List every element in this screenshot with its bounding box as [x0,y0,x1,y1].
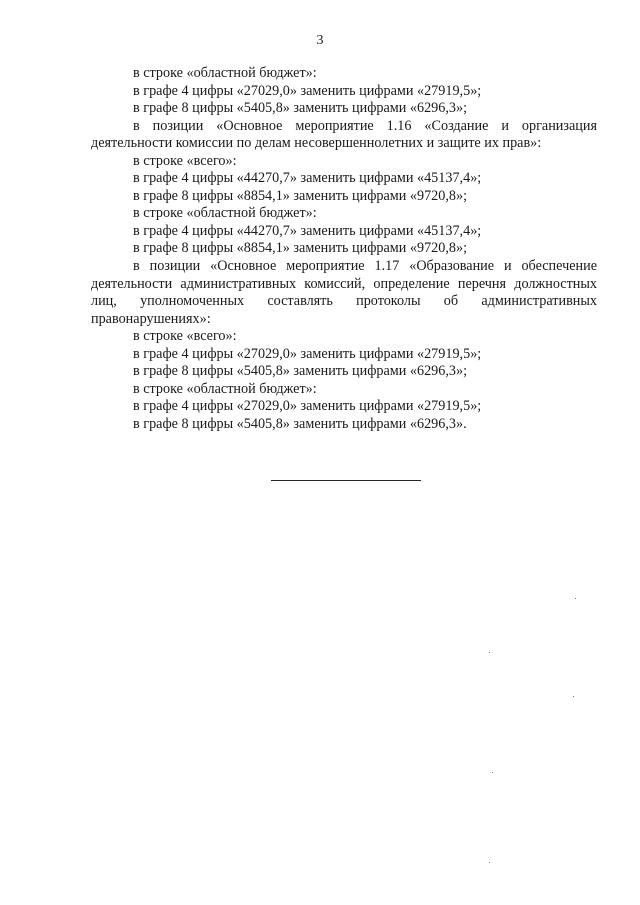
text-line: в графе 4 цифры «27029,0» заменить цифрами «27919,5»; [133,82,482,99]
text-line: в графе 8 цифры «5405,8» заменить цифрами «6296,3»; [133,100,468,117]
text-line: деятельности административных комиссий, определение перечня должностных [91,275,597,292]
text-line: в строке «областной бюджет»: [133,380,317,397]
scan-speck [489,862,490,863]
text-line: в графе 4 цифры «44270,7» заменить цифрами «45137,4»; [133,222,482,239]
text-line: в строке «всего»: [133,152,237,169]
text-line: лиц, уполномоченных составлять протоколы об административных [91,293,597,310]
scan-speck [575,598,576,599]
text-line: в графе 4 цифры «44270,7» заменить цифрами «45137,4»; [133,170,482,187]
text-line: в позиции «Основное мероприятие 1.16 «Создание и организация [133,117,597,134]
scan-speck [573,696,574,697]
text-line: деятельности комиссии по делам несовершеннолетних и защите их прав»: [91,135,542,152]
text-line: в графе 8 цифры «5405,8» заменить цифрами «6296,3»; [133,363,468,380]
text-line: в графе 4 цифры «27029,0» заменить цифрами «27919,5»; [133,345,482,362]
end-separator-line [271,480,421,481]
document-body [91,65,597,433]
text-line: в строке «всего»: [133,328,237,345]
page-number: 3 [316,33,324,48]
text-line: в строке «областной бюджет»: [133,65,317,81]
text-line: в строке «областной бюджет»: [133,205,317,222]
text-line: в графе 4 цифры «27029,0» заменить цифрами «27919,5»; [133,398,482,415]
text-line: правонарушениях»: [91,310,211,327]
text-line: в позиции «Основное мероприятие 1.17 «Образование и обеспечение [133,258,597,275]
scan-speck [489,652,490,653]
scan-speck [492,772,493,773]
text-line: в графе 8 цифры «8854,1» заменить цифрами «9720,8»; [133,187,468,204]
text-line: в графе 8 цифры «5405,8» заменить цифрами «6296,3». [133,415,467,432]
text-line: в графе 8 цифры «8854,1» заменить цифрами «9720,8»; [133,240,468,257]
